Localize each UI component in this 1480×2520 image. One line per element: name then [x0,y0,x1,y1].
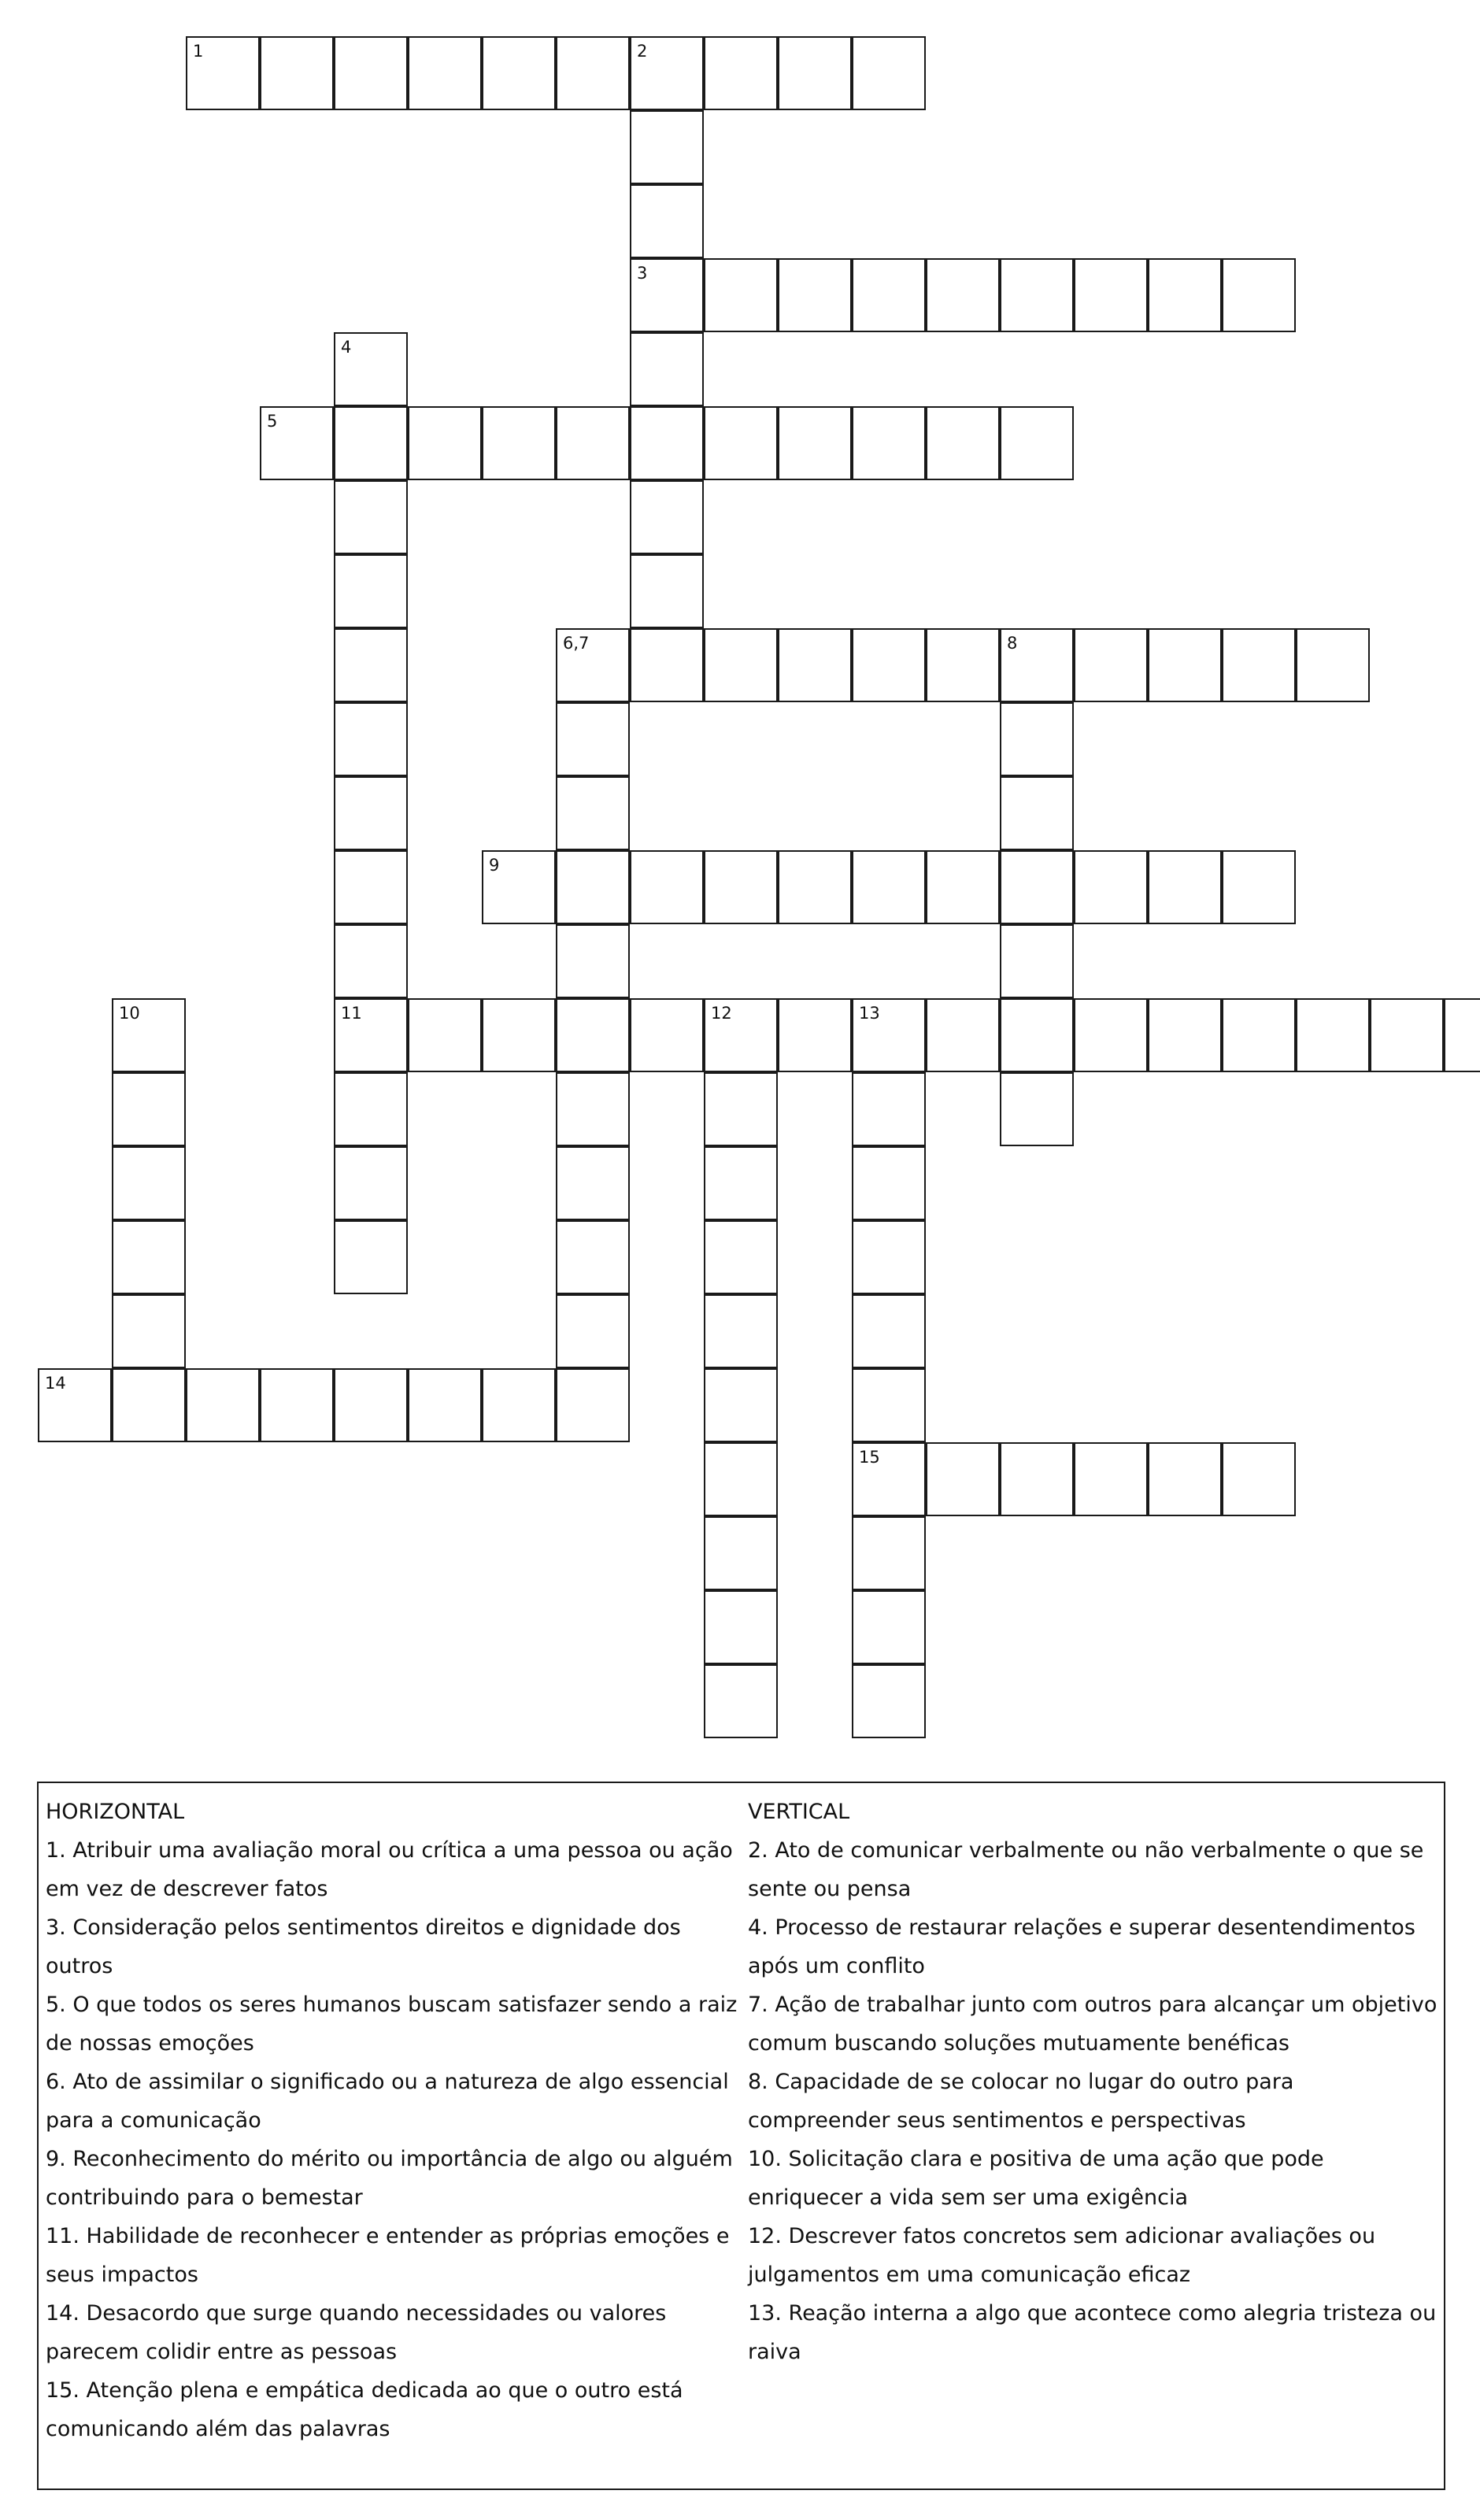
grid-cell[interactable] [334,776,408,850]
grid-cell[interactable] [556,850,630,924]
grid-cell[interactable] [482,998,556,1072]
grid-cell[interactable] [556,924,630,998]
grid-cell[interactable] [778,258,852,332]
clue-number: 11 [341,1004,362,1023]
down-clue-list [748,1831,1441,2371]
grid-cell[interactable] [1000,406,1074,480]
grid-cell[interactable] [630,184,704,258]
grid-cell[interactable] [334,1072,408,1146]
clue-number: 14 [45,1374,66,1393]
grid-cell[interactable] [1222,850,1296,924]
grid-cell[interactable] [556,1294,630,1368]
across-clue: 1. Atribuir uma avaliação moral ou crítica a uma pessoa ou ação em vez de descrever fatos [46,1838,733,1901]
grid-cell[interactable] [1222,998,1296,1072]
grid-cell[interactable] [334,1220,408,1294]
grid-cell[interactable] [852,1220,926,1294]
grid-cell[interactable] [778,628,852,702]
grid-cell[interactable] [1074,850,1148,924]
across-clue: 15. Atenção plena e empática dedicada ao que o outro está comunicando além das palavras [46,2378,683,2441]
grid-cell[interactable] [852,1442,926,1516]
across-clue: 3. Consideração pelos sentimentos direitos e dignidade dos outros [46,1915,681,1978]
grid-cell[interactable] [704,1072,778,1146]
clue-number: 12 [711,1004,732,1023]
grid-cell[interactable] [704,1516,778,1590]
grid-cell[interactable] [482,406,556,480]
grid-cell[interactable] [926,850,1000,924]
grid-cell[interactable] [704,1368,778,1442]
down-clue: 8. Capacidade de se colocar no lugar do outro para compreender seus sentimentos e perspectivas [748,2070,1294,2133]
grid-cell[interactable] [1000,1072,1074,1146]
grid-cell[interactable] [186,1368,260,1442]
grid-cell[interactable] [260,406,334,480]
grid-cell[interactable] [926,998,1000,1072]
grid-cell[interactable] [778,406,852,480]
grid-cell[interactable] [1000,850,1074,924]
grid-cell[interactable] [1296,998,1370,1072]
grid-cell[interactable] [852,258,926,332]
grid-cell[interactable] [926,628,1000,702]
grid-cell[interactable] [852,1516,926,1590]
grid-cell[interactable] [334,998,408,1072]
grid-cell[interactable] [1074,998,1148,1072]
down-clue: 10. Solicitação clara e positiva de uma ação que pode enriquecer a vida sem ser uma exigência [748,2147,1324,2210]
grid-cell[interactable] [1222,258,1296,332]
grid-cell[interactable] [556,776,630,850]
clue-number: 9 [489,856,500,875]
grid-cell[interactable] [704,406,778,480]
grid-cell[interactable] [482,850,556,924]
grid-cell[interactable] [852,36,926,110]
grid-cell[interactable] [334,1146,408,1220]
grid-cell[interactable] [1148,1442,1222,1516]
grid-cell[interactable] [334,702,408,776]
grid-cell[interactable] [704,1664,778,1738]
grid-cell[interactable] [778,998,852,1072]
grid-cell[interactable] [630,850,704,924]
grid-cell[interactable] [556,1146,630,1220]
grid-cell[interactable] [704,36,778,110]
grid-cell[interactable] [38,1368,112,1442]
across-clue: 9. Reconhecimento do mérito ou importância de algo ou alguém contribuindo para o bemestar [46,2147,733,2210]
grid-cell[interactable] [1000,628,1074,702]
grid-cell[interactable] [704,1442,778,1516]
grid-cell[interactable] [112,1294,186,1368]
grid-cell[interactable] [112,1146,186,1220]
grid-cell[interactable] [556,1220,630,1294]
grid-cell[interactable] [1000,258,1074,332]
down-clue: 12. Descrever fatos concretos sem adicionar avaliações ou julgamentos em uma comunicação eficaz [748,2224,1376,2287]
across-clues [46,1793,746,2448]
clue-number: 15 [859,1448,880,1467]
grid-cell[interactable] [1148,628,1222,702]
clue-number: 3 [637,264,648,283]
grid-cell[interactable] [630,554,704,628]
grid-cell[interactable] [1148,998,1222,1072]
grid-cell[interactable] [1444,998,1480,1072]
clue-box [37,1782,1445,2490]
grid-cell[interactable] [408,406,482,480]
grid-cell[interactable] [334,850,408,924]
grid-cell[interactable] [1296,628,1370,702]
grid-cell[interactable] [926,1442,1000,1516]
grid-cell[interactable] [704,1294,778,1368]
down-clue: 7. Ação de trabalhar junto com outros para alcançar um objetivo comum buscando soluções mutuamente benéficas [748,1993,1437,2056]
across-clue: 6. Ato de assimilar o significado ou a natureza de algo essencial para a comunicação [46,2070,729,2133]
clue-number: 13 [859,1004,880,1023]
grid-cell[interactable] [556,702,630,776]
grid-cell[interactable] [112,1368,186,1442]
grid-cell[interactable] [704,850,778,924]
grid-cell[interactable] [556,628,630,702]
grid-cell[interactable] [334,332,408,406]
grid-cell[interactable] [926,406,1000,480]
across-clue-list [46,1831,746,2448]
grid-cell[interactable] [630,628,704,702]
grid-cell[interactable] [630,36,704,110]
grid-cell[interactable] [852,1368,926,1442]
down-clue: 4. Processo de restaurar relações e superar desentendimentos após um conflito [748,1915,1415,1978]
across-heading: HORIZONTAL [46,1800,185,1824]
down-clue: 2. Ato de comunicar verbalmente ou não verbalmente o que se sente ou pensa [748,1838,1424,1901]
grid-cell[interactable] [630,332,704,406]
grid-cell[interactable] [260,36,334,110]
grid-cell[interactable] [556,406,630,480]
grid-cell[interactable] [852,406,926,480]
grid-cell[interactable] [630,406,704,480]
grid-cell[interactable] [1000,1442,1074,1516]
clue-number: 2 [637,42,648,61]
grid-cell[interactable] [1000,924,1074,998]
grid-cell[interactable] [408,998,482,1072]
grid-cell[interactable] [334,406,408,480]
down-heading: VERTICAL [748,1800,850,1824]
grid-cell[interactable] [630,998,704,1072]
grid-cell[interactable] [778,36,852,110]
grid-cell[interactable] [852,1664,926,1738]
grid-cell[interactable] [926,258,1000,332]
grid-cell[interactable] [482,1368,556,1442]
clue-number: 8 [1007,634,1018,653]
grid-cell[interactable] [1000,776,1074,850]
grid-cell[interactable] [556,1072,630,1146]
grid-cell[interactable] [334,924,408,998]
grid-cell[interactable] [1000,998,1074,1072]
clue-number: 5 [267,412,278,431]
grid-cell[interactable] [630,480,704,554]
grid-cell[interactable] [556,1368,630,1442]
grid-cell[interactable] [1074,258,1148,332]
grid-cell[interactable] [1074,628,1148,702]
grid-cell[interactable] [112,998,186,1072]
grid-cell[interactable] [334,554,408,628]
grid-cell[interactable] [1370,998,1444,1072]
grid-cell[interactable] [334,36,408,110]
grid-cell[interactable] [334,628,408,702]
grid-cell[interactable] [334,1368,408,1442]
across-clue: 5. O que todos os seres humanos buscam satisfazer sendo a raiz de nossas emoções [46,1993,738,2056]
grid-cell[interactable] [408,36,482,110]
down-clues [748,1793,1441,2371]
grid-cell[interactable] [778,850,852,924]
grid-cell[interactable] [1000,702,1074,776]
grid-cell[interactable] [408,1368,482,1442]
grid-cell[interactable] [704,998,778,1072]
grid-cell[interactable] [852,1072,926,1146]
grid-cell[interactable] [852,850,926,924]
grid-cell[interactable] [1222,628,1296,702]
clue-number: 6,7 [563,634,590,653]
grid-cell[interactable] [186,36,260,110]
grid-cell[interactable] [112,1220,186,1294]
clue-number: 10 [119,1004,140,1023]
grid-cell[interactable] [1148,850,1222,924]
grid-cell[interactable] [704,258,778,332]
grid-cell[interactable] [556,36,630,110]
clue-number: 1 [193,42,204,61]
grid-cell[interactable] [1074,1442,1148,1516]
down-clue: 13. Reação interna a algo que acontece como alegria tristeza ou raiva [748,2301,1437,2364]
grid-cell[interactable] [704,1590,778,1664]
grid-cell[interactable] [1148,258,1222,332]
grid-cell[interactable] [112,1072,186,1146]
grid-cell[interactable] [482,36,556,110]
grid-cell[interactable] [1222,1442,1296,1516]
grid-cell[interactable] [334,480,408,554]
across-clue: 14. Desacordo que surge quando necessidades ou valores parecem colidir entre as pessoas [46,2301,667,2364]
across-clue: 11. Habilidade de reconhecer e entender as próprias emoções e seus impactos [46,2224,730,2287]
grid-cell[interactable] [704,1146,778,1220]
grid-cell[interactable] [556,998,630,1072]
grid-cell[interactable] [852,1146,926,1220]
grid-cell[interactable] [852,1294,926,1368]
grid-cell[interactable] [704,1220,778,1294]
grid-cell[interactable] [704,628,778,702]
grid-cell[interactable] [260,1368,334,1442]
grid-cell[interactable] [630,110,704,184]
clue-number: 4 [341,338,352,357]
grid-cell[interactable] [852,998,926,1072]
grid-cell[interactable] [852,1590,926,1664]
grid-cell[interactable] [630,258,704,332]
grid-cell[interactable] [852,628,926,702]
